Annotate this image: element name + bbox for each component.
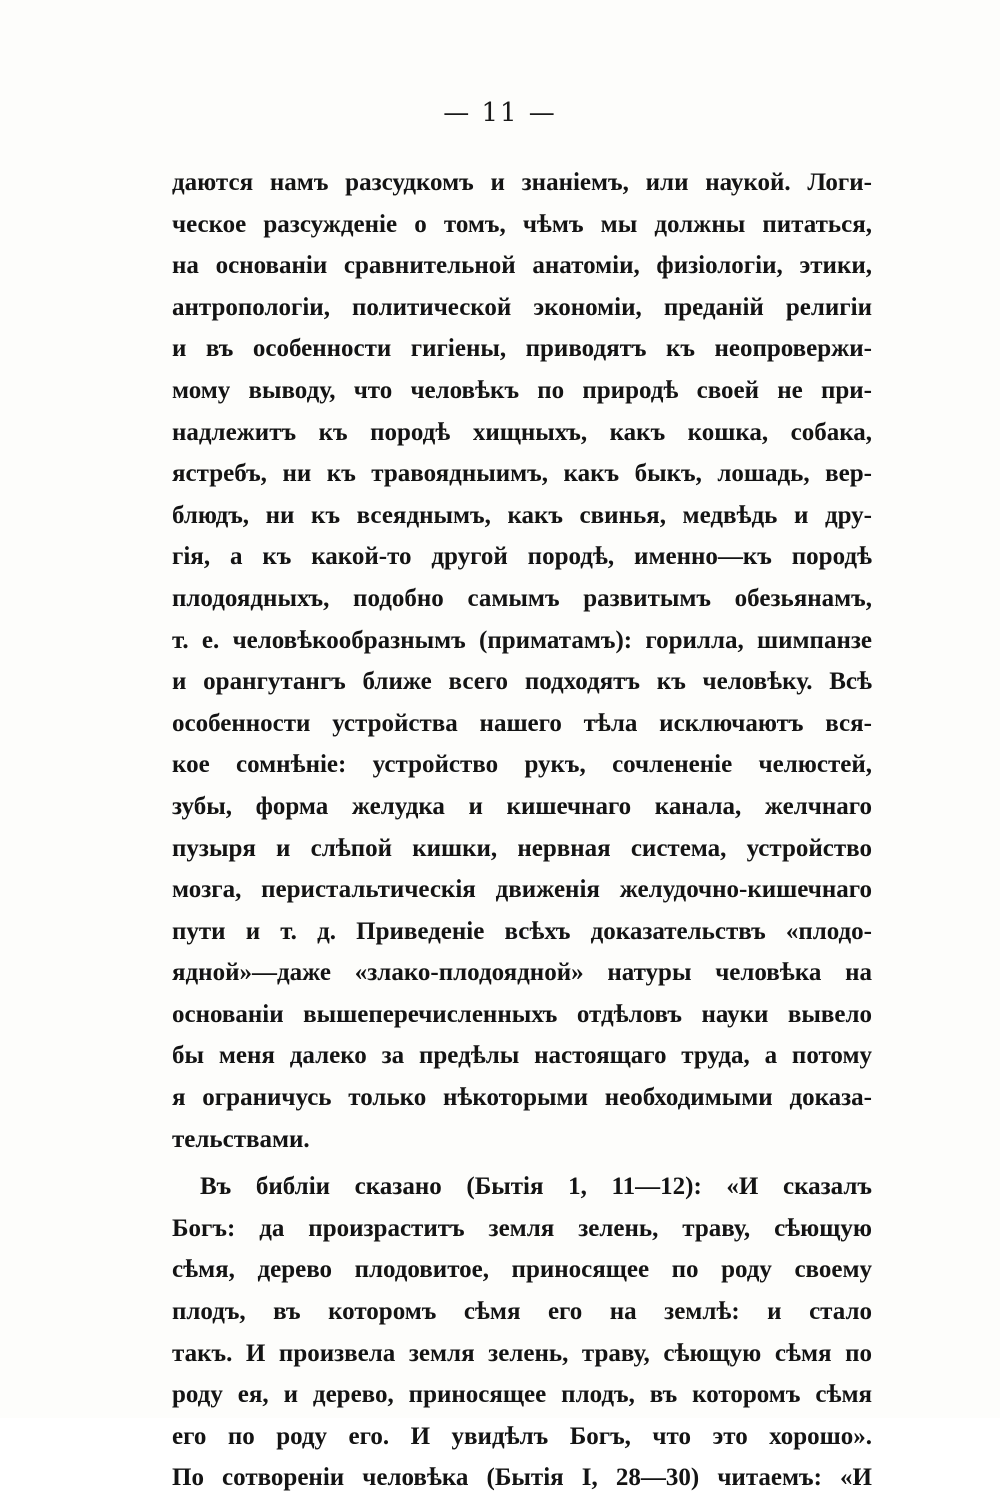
text-line: сѣмя, дерево плодовитое, приносящее по роду своему bbox=[172, 1256, 872, 1284]
text-line: такъ. И произвела земля зелень, траву, сѣющую сѣмя по bbox=[172, 1339, 872, 1367]
text-line: мому выводу, что человѣкъ по природѣ своей не при- bbox=[172, 376, 872, 404]
text-line: роду ея, и дерево, приносящее плодъ, въ которомъ сѣмя bbox=[172, 1381, 872, 1409]
text-line: тельствами. bbox=[172, 1125, 310, 1153]
text-line: ядной»—даже «злако-плодоядной» натуры человѣка на bbox=[172, 959, 872, 987]
text-line: даются намъ разсудкомъ и знаніемъ, или наукой. Логи- bbox=[172, 169, 872, 196]
text-line: кое сомнѣніе: устройство рукъ, сочлененіе челюстей, bbox=[172, 751, 872, 779]
text-line: пути и т. д. Приведеніе всѣхъ доказательствъ «плодо- bbox=[172, 917, 872, 945]
text-line: плодъ, въ которомъ сѣмя его на землѣ: и стало bbox=[172, 1298, 872, 1326]
text-line: и орангутангъ ближе всего подходятъ къ человѣку. Всѣ bbox=[172, 668, 872, 696]
body-text bbox=[172, 162, 872, 1499]
text-line: особенности устройства нашего тѣла исключаютъ вся- bbox=[172, 709, 872, 737]
text-line: ястребъ, ни къ травоядныимъ, какъ быкъ, лошадь, вер- bbox=[172, 460, 872, 488]
text-line: бы меня далеко за предѣлы настоящаго труда, а потому bbox=[172, 1042, 872, 1070]
text-line: мозга, перистальтическія движенія желудочно-кишечнаго bbox=[172, 876, 872, 904]
text-line: на основаніи сравнительной анатоміи, физіологіи, этики, bbox=[172, 252, 872, 280]
paragraph-1 bbox=[172, 162, 872, 1160]
text-line: пузыря и слѣпой кишки, нервная система, устройство bbox=[172, 834, 872, 862]
text-line: я ограничусь только нѣкоторыми необходимыми доказа- bbox=[172, 1084, 872, 1112]
text-line: гія, а къ какой-то другой породѣ, именно—къ породѣ bbox=[172, 543, 872, 571]
paragraph-2 bbox=[172, 1166, 872, 1499]
page-number: — 11 — bbox=[443, 98, 557, 128]
text-line: блюдъ, ни къ всеяднымъ, какъ свинья, медвѣдь и дру- bbox=[172, 501, 872, 529]
text-line: и въ особенности гигіены, приводятъ къ неопровержи- bbox=[172, 335, 872, 363]
text-line: ческое разсужденіе о томъ, чѣмъ мы должны питаться, bbox=[172, 210, 872, 238]
text-line: его по роду его. И увидѣлъ Богъ, что это хорошо». bbox=[172, 1422, 872, 1450]
text-line: основаніи вышеперечисленныхъ отдѣловъ науки вывело bbox=[172, 1000, 872, 1028]
text-line: По сотвореніи человѣка (Бытія I, 28—30) читаемъ: «И bbox=[172, 1464, 872, 1492]
text-line: плодоядныхъ, подобно самымъ развитымъ обезьянамъ, bbox=[172, 584, 872, 612]
text-line: зубы, форма желудка и кишечнаго канала, желчнаго bbox=[172, 792, 872, 820]
text-line: надлежитъ къ породѣ хищныхъ, какъ кошка, собака, bbox=[172, 418, 872, 446]
text-line: антропологіи, политической экономіи, преданій религіи bbox=[172, 293, 872, 321]
text-line: т. е. человѣкообразнымъ (приматамъ): горилла, шимпанзе bbox=[172, 626, 872, 654]
text-line: Богъ: да произраститъ земля зелень, траву, сѣющую bbox=[172, 1214, 872, 1242]
text-line: Въ библіи сказано (Бытія 1, 11—12): «И сказалъ bbox=[200, 1173, 872, 1201]
